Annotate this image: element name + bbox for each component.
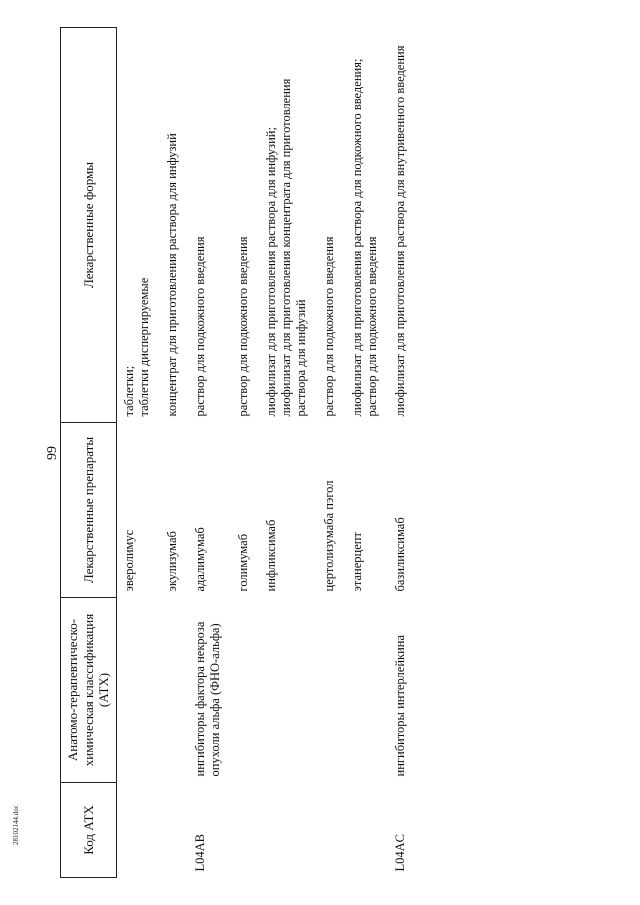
cell-drug: эверолимус [121,529,136,592]
atx-table [60,27,416,878]
cell-code [317,783,345,878]
table-row [259,28,317,878]
header-forms: Лекарственные формы [61,28,117,423]
cell-code [259,783,317,878]
cell-code [231,783,259,878]
table-row [231,28,259,878]
cell-classification: ингибиторы фактора некроза опухоли альфа (ФНО-альфа) [192,621,222,777]
cell-forms: концентрат для приготовления раствора для инфузий [164,133,179,417]
cell-code [345,783,388,878]
table-row [160,28,188,878]
cell-drug: экулизумаб [164,531,179,592]
table-row [116,28,160,878]
cell-code [116,783,160,878]
cell-forms: лиофилизат для приготовления раствора для подкожного введения; раствор для подкожного введения [349,58,379,417]
cell-forms: раствор для подкожного введения [192,236,207,417]
cell-classification [160,598,188,783]
cell-drug: адалимумаб [192,527,207,592]
cell-drug: инфликсимаб [263,519,278,592]
cell-forms: лиофилизат для приготовления раствора для внутривенного введения [392,45,407,417]
cell-classification [116,598,160,783]
cell-drug: голимумаб [235,533,250,592]
header-classification: Анатомо-терапевтическо-химическая классификация (АТХ) [61,598,117,783]
table-row [345,28,388,878]
header-drugs: Лекарственные препараты [61,423,117,598]
cell-classification: ингибиторы интерлейкина [392,634,407,777]
cell-forms: таблетки; таблетки диспергируемые [121,277,151,417]
cell-drug: базиликсимаб [392,517,407,592]
cell-drug: этанерцепт [349,532,364,592]
cell-code [160,783,188,878]
cell-forms: раствор для подкожного введения [235,236,250,417]
cell-forms: раствор для подкожного введения [321,236,336,417]
cell-classification [231,598,259,783]
document-id: 28102144.doc [12,805,20,845]
table-row [317,28,345,878]
cell-code: L04AC [392,834,407,872]
rotated-page [60,28,620,878]
cell-code: L04AB [192,834,207,872]
table-header-row [61,28,117,878]
header-code: Код АТХ [61,783,117,878]
table-row [388,28,416,878]
cell-forms: лиофилизат для приготовления раствора для инфузий; лиофилизат для приготовления концентрата для приготовления раствора для инфузий [263,78,308,417]
cell-classification [345,598,388,783]
cell-classification [259,598,317,783]
cell-drug: цертолизумаба пэгол [321,480,336,592]
cell-classification [317,598,345,783]
page-number: 99 [45,446,60,460]
table-row [188,28,231,878]
